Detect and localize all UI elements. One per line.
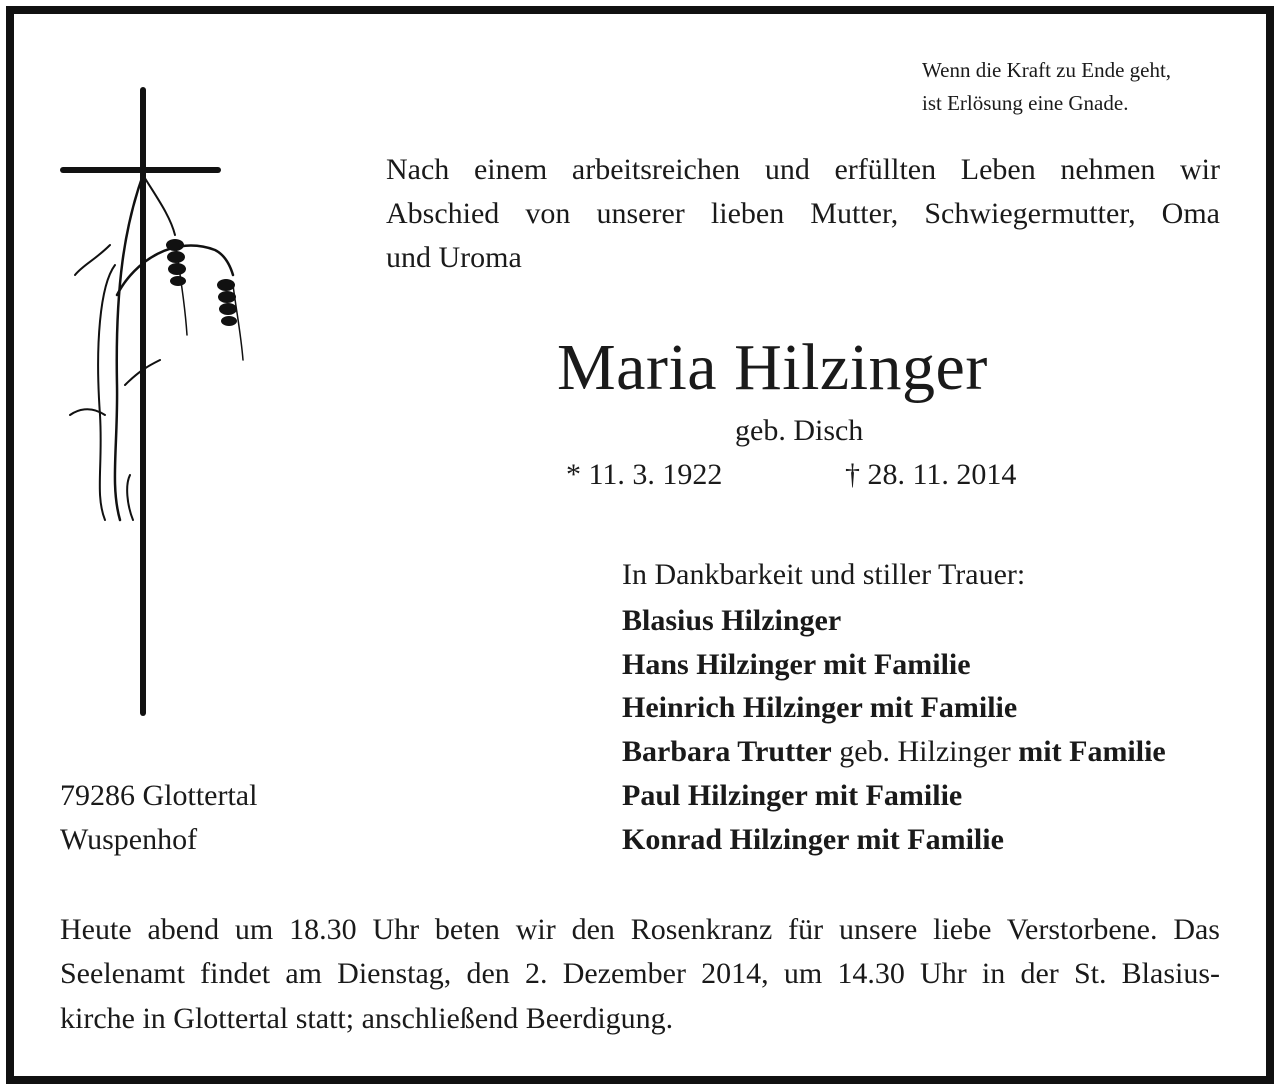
birth-date: * 11. 3. 1922 [566, 458, 723, 491]
deceased-name: Maria Hilzinger [557, 331, 988, 404]
motto-line-2: ist Erlösung eine Gnade. [922, 91, 1129, 115]
birth-name: geb. Disch [735, 414, 864, 447]
death-date: † 28. 11. 2014 [845, 458, 1017, 491]
address-line-1: 79286 Glottertal [60, 779, 258, 812]
mourners-heading: In Dankbarkeit und stiller Trauer: [622, 558, 1026, 591]
notice-line-2: Seelenamt findet am Dienstag, den 2. Dezember 2014, um 14.30 Uhr in der St. Blasius- [60, 957, 1220, 990]
motto-line-1: Wenn die Kraft zu Ende geht, [922, 58, 1172, 82]
cross-with-wheat-icon [55, 85, 255, 717]
address-line-2: Wuspenhof [60, 823, 198, 856]
notice-line-1: Heute abend um 18.30 Uhr beten wir den Rosenkranz für unsere liebe Verstorbene. Das [60, 913, 1220, 946]
intro-line-2: Abschied von unserer lieben Mutter, Schwiegermutter, Oma [386, 197, 1220, 230]
mourner-name: Heinrich Hilzinger mit Familie [622, 691, 1018, 724]
mourner-name: Hans Hilzinger mit Familie [622, 648, 971, 681]
mourner-name-barbara: Barbara Trutter geb. Hilzinger mit Familie [622, 735, 1166, 768]
mourner-birth-name: geb. Hilzinger [839, 735, 1011, 768]
intro-line-3: und Uroma [386, 241, 522, 274]
notice-line-3: kirche in Glottertal statt; anschließend Beerdigung. [60, 1002, 674, 1035]
intro-line-1: Nach einem arbeitsreichen und erfüllten Leben nehmen wir [386, 153, 1220, 186]
mourner-name: Blasius Hilzinger [622, 604, 842, 637]
mourner-name: Paul Hilzinger mit Familie [622, 779, 963, 812]
mourner-name: Konrad Hilzinger mit Familie [622, 823, 1004, 856]
